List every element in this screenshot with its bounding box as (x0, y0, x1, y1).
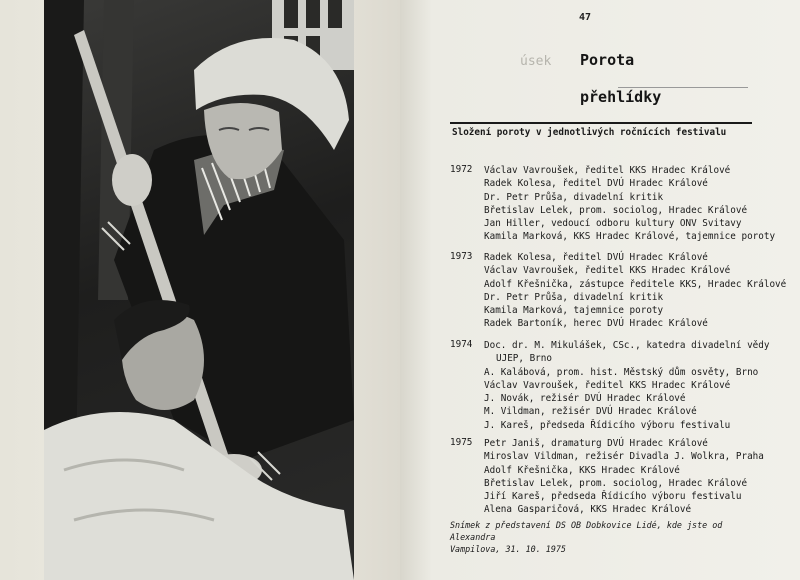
bleed-through-text: úsek (520, 54, 552, 69)
jury-member: Alena Gasparičová, KKS Hradec Králové (484, 504, 692, 516)
jury-member: M. Vildman, režisér DVÚ Hradec Králové (484, 406, 697, 418)
jury-member: Dr. Petr Průša, divadelní kritik (484, 291, 664, 303)
jury-member: Miroslav Vildman, režisér Divadla J. Wolkra, Praha (484, 451, 764, 463)
jury-member: Václav Vavroušek, ředitel KKS Hradec Králové (484, 265, 731, 277)
jury-member: Jiří Kareš, předseda Řídicího výboru festivalu (484, 491, 742, 503)
photo-illustration (44, 0, 354, 580)
page-number: 47 (579, 12, 592, 23)
jury-members (484, 251, 787, 331)
jury-member: Adolf Křešnička, zástupce ředitele KKS, Hradec Králové (484, 278, 787, 290)
jury-member: J. Novák, režisér DVÚ Hradec Králové (484, 393, 686, 405)
jury-year: 1973 (450, 251, 473, 262)
jury-year: 1974 (450, 339, 473, 350)
jury-member: Adolf Křešnička, KKS Hradec Králové (484, 464, 680, 476)
jury-member: Václav Vavroušek, ředitel KKS Hradec Králové (484, 165, 731, 176)
jury-member: Petr Janiš, dramaturg DVÚ Hradec Králové (484, 438, 708, 449)
page-title-line1: Porota (580, 51, 635, 69)
jury-members (484, 164, 774, 244)
jury-member: Radek Bartoník, herec DVÚ Hradec Králové (484, 318, 708, 330)
section-subheading: Složení poroty v jednotlivých ročnících festivalu (452, 127, 727, 138)
right-page (400, 0, 800, 580)
jury-member: Jan Hiller, vedoucí odboru kultury ONV Svitavy (484, 218, 742, 230)
jury-member: Břetislav Lelek, prom. sociolog, Hradec Králové (484, 477, 748, 489)
jury-member: Radek Kolesa, ředitel DVÚ Hradec Králové (484, 252, 708, 263)
theatre-photo (44, 0, 354, 580)
page-title-line2: přehlídky (580, 88, 662, 106)
jury-member: Doc. dr. M. Mikulášek, CSc., katedra divadelní vědy (484, 340, 770, 351)
jury-members (484, 437, 774, 517)
jury-member: Kamila Marková, KKS Hradec Králové, tajemnice poroty (484, 231, 776, 243)
caption-line: Snímek z představení DS OB Dobkovice Lidé, kde jste od Alexandra (450, 520, 723, 542)
jury-member: Dr. Petr Průša, divadelní kritik (484, 191, 664, 203)
jury-member: Kamila Marková, tajemnice poroty (484, 305, 664, 317)
jury-year: 1972 (450, 164, 473, 175)
jury-member: Radek Kolesa, ředitel DVÚ Hradec Králové (484, 178, 708, 190)
jury-members (484, 339, 774, 432)
heading-rule (450, 122, 752, 124)
photo-caption (450, 519, 760, 555)
jury-member: J. Kareš, předseda Řídicího výboru festivalu (484, 419, 731, 431)
jury-member: UJEP, Brno (496, 353, 552, 365)
jury-member: Václav Vavroušek, ředitel KKS Hradec Králové (484, 379, 731, 391)
caption-line: Vampilova, 31. 10. 1975 (450, 544, 566, 554)
jury-member: A. Kalábová, prom. hist. Městský dům osvěty, Brno (484, 366, 759, 378)
jury-year: 1975 (450, 437, 473, 448)
jury-member: Břetislav Lelek, prom. sociolog, Hradec Králové (484, 204, 748, 216)
